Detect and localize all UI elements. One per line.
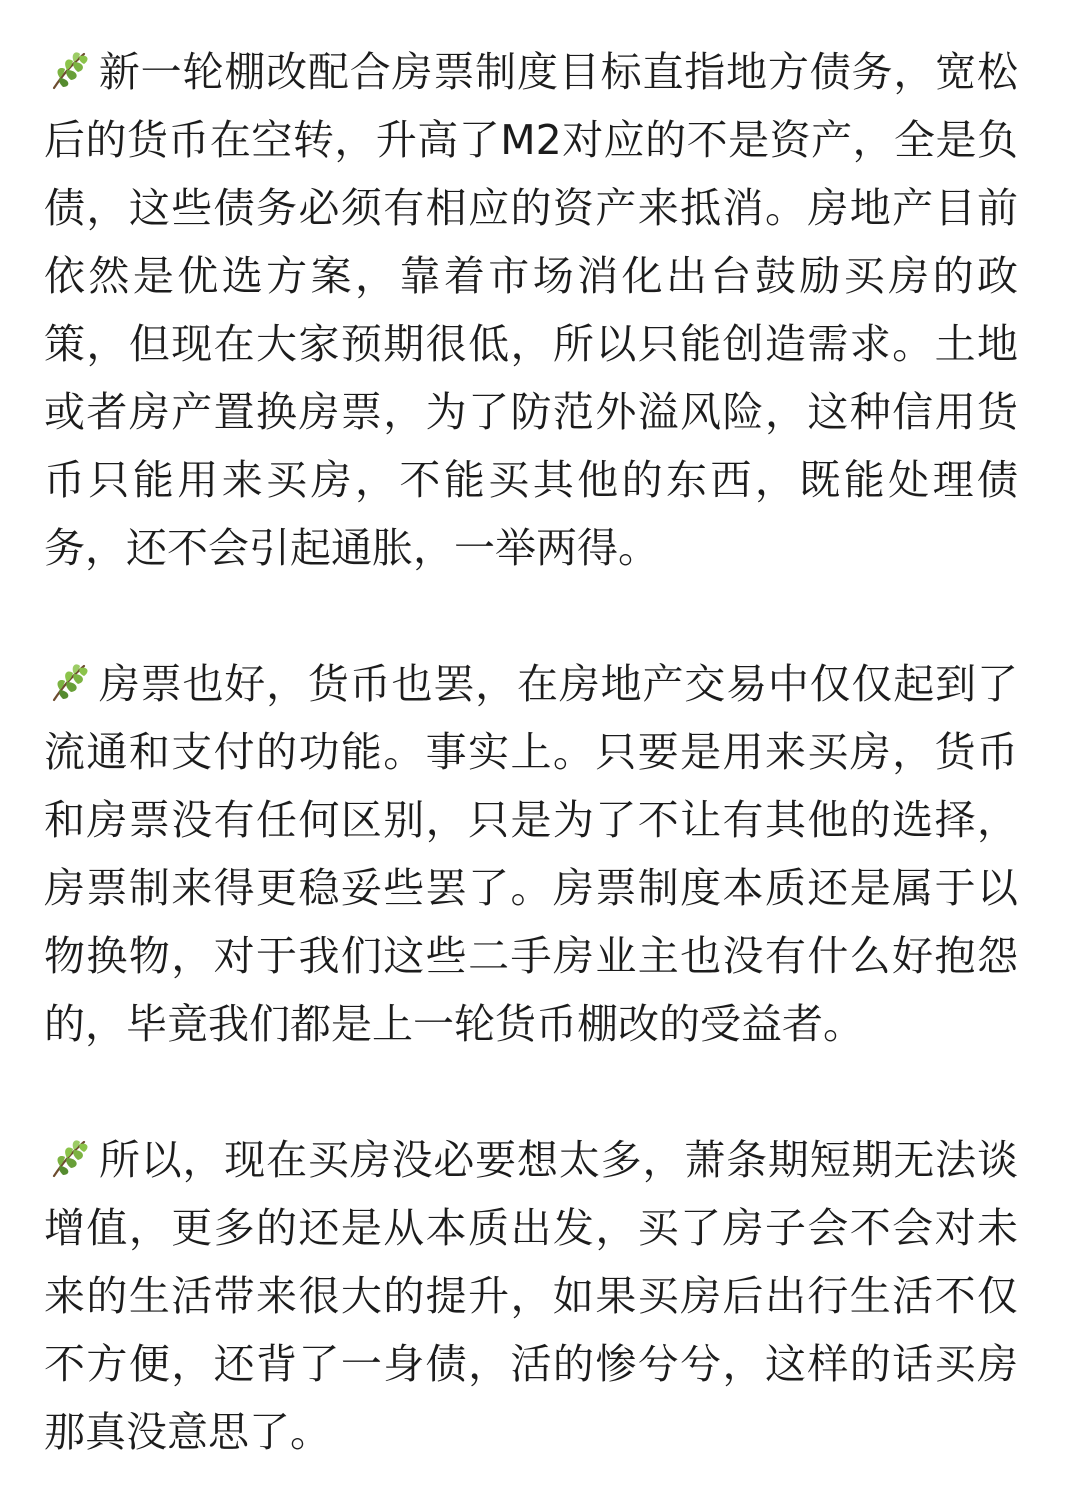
herb-leaf-icon bbox=[44, 1134, 92, 1182]
paragraph-text: 所以，现在买房没必要想太多，萧条期短期无法谈增值，更多的还是从本质出发，买了房子会不会对未来的生活带来很大的提升，如果买房后出行生活不仅不方便，还背了一身债，活的惨兮兮，这样的话买房那真没意思了。 bbox=[44, 1136, 1018, 1456]
paragraph-text: 房票也好，货币也罢，在房地产交易中仅仅起到了流通和支付的功能。事实上。只要是用来买房，货币和房票没有任何区别，只是为了不让有其他的选择，房票制来得更稳妥些罢了。房票制度本质还是属于以物换物，对于我们这些二手房业主也没有什么好抱怨的，毕竟我们都是上一轮货币棚改的受益者。 bbox=[44, 660, 1018, 1048]
paragraph-1 bbox=[44, 38, 1018, 582]
paragraph-3 bbox=[44, 1126, 1018, 1466]
herb-leaf-icon bbox=[44, 46, 92, 94]
paragraph-2 bbox=[44, 650, 1018, 1058]
herb-leaf-icon bbox=[44, 658, 92, 706]
paragraph-text: 新一轮棚改配合房票制度目标直指地方债务，宽松后的货币在空转，升高了M2对应的不是资产，全是负债，这些债务必须有相应的资产来抵消。房地产目前依然是优选方案，靠着市场消化出台鼓励买房的政策，但现在大家预期很低，所以只能创造需求。土地或者房产置换房票，为了防范外溢风险，这种信用货币只能用来买房，不能买其他的东西，既能处理债务，还不会引起通胀，一举两得。 bbox=[44, 48, 1018, 572]
